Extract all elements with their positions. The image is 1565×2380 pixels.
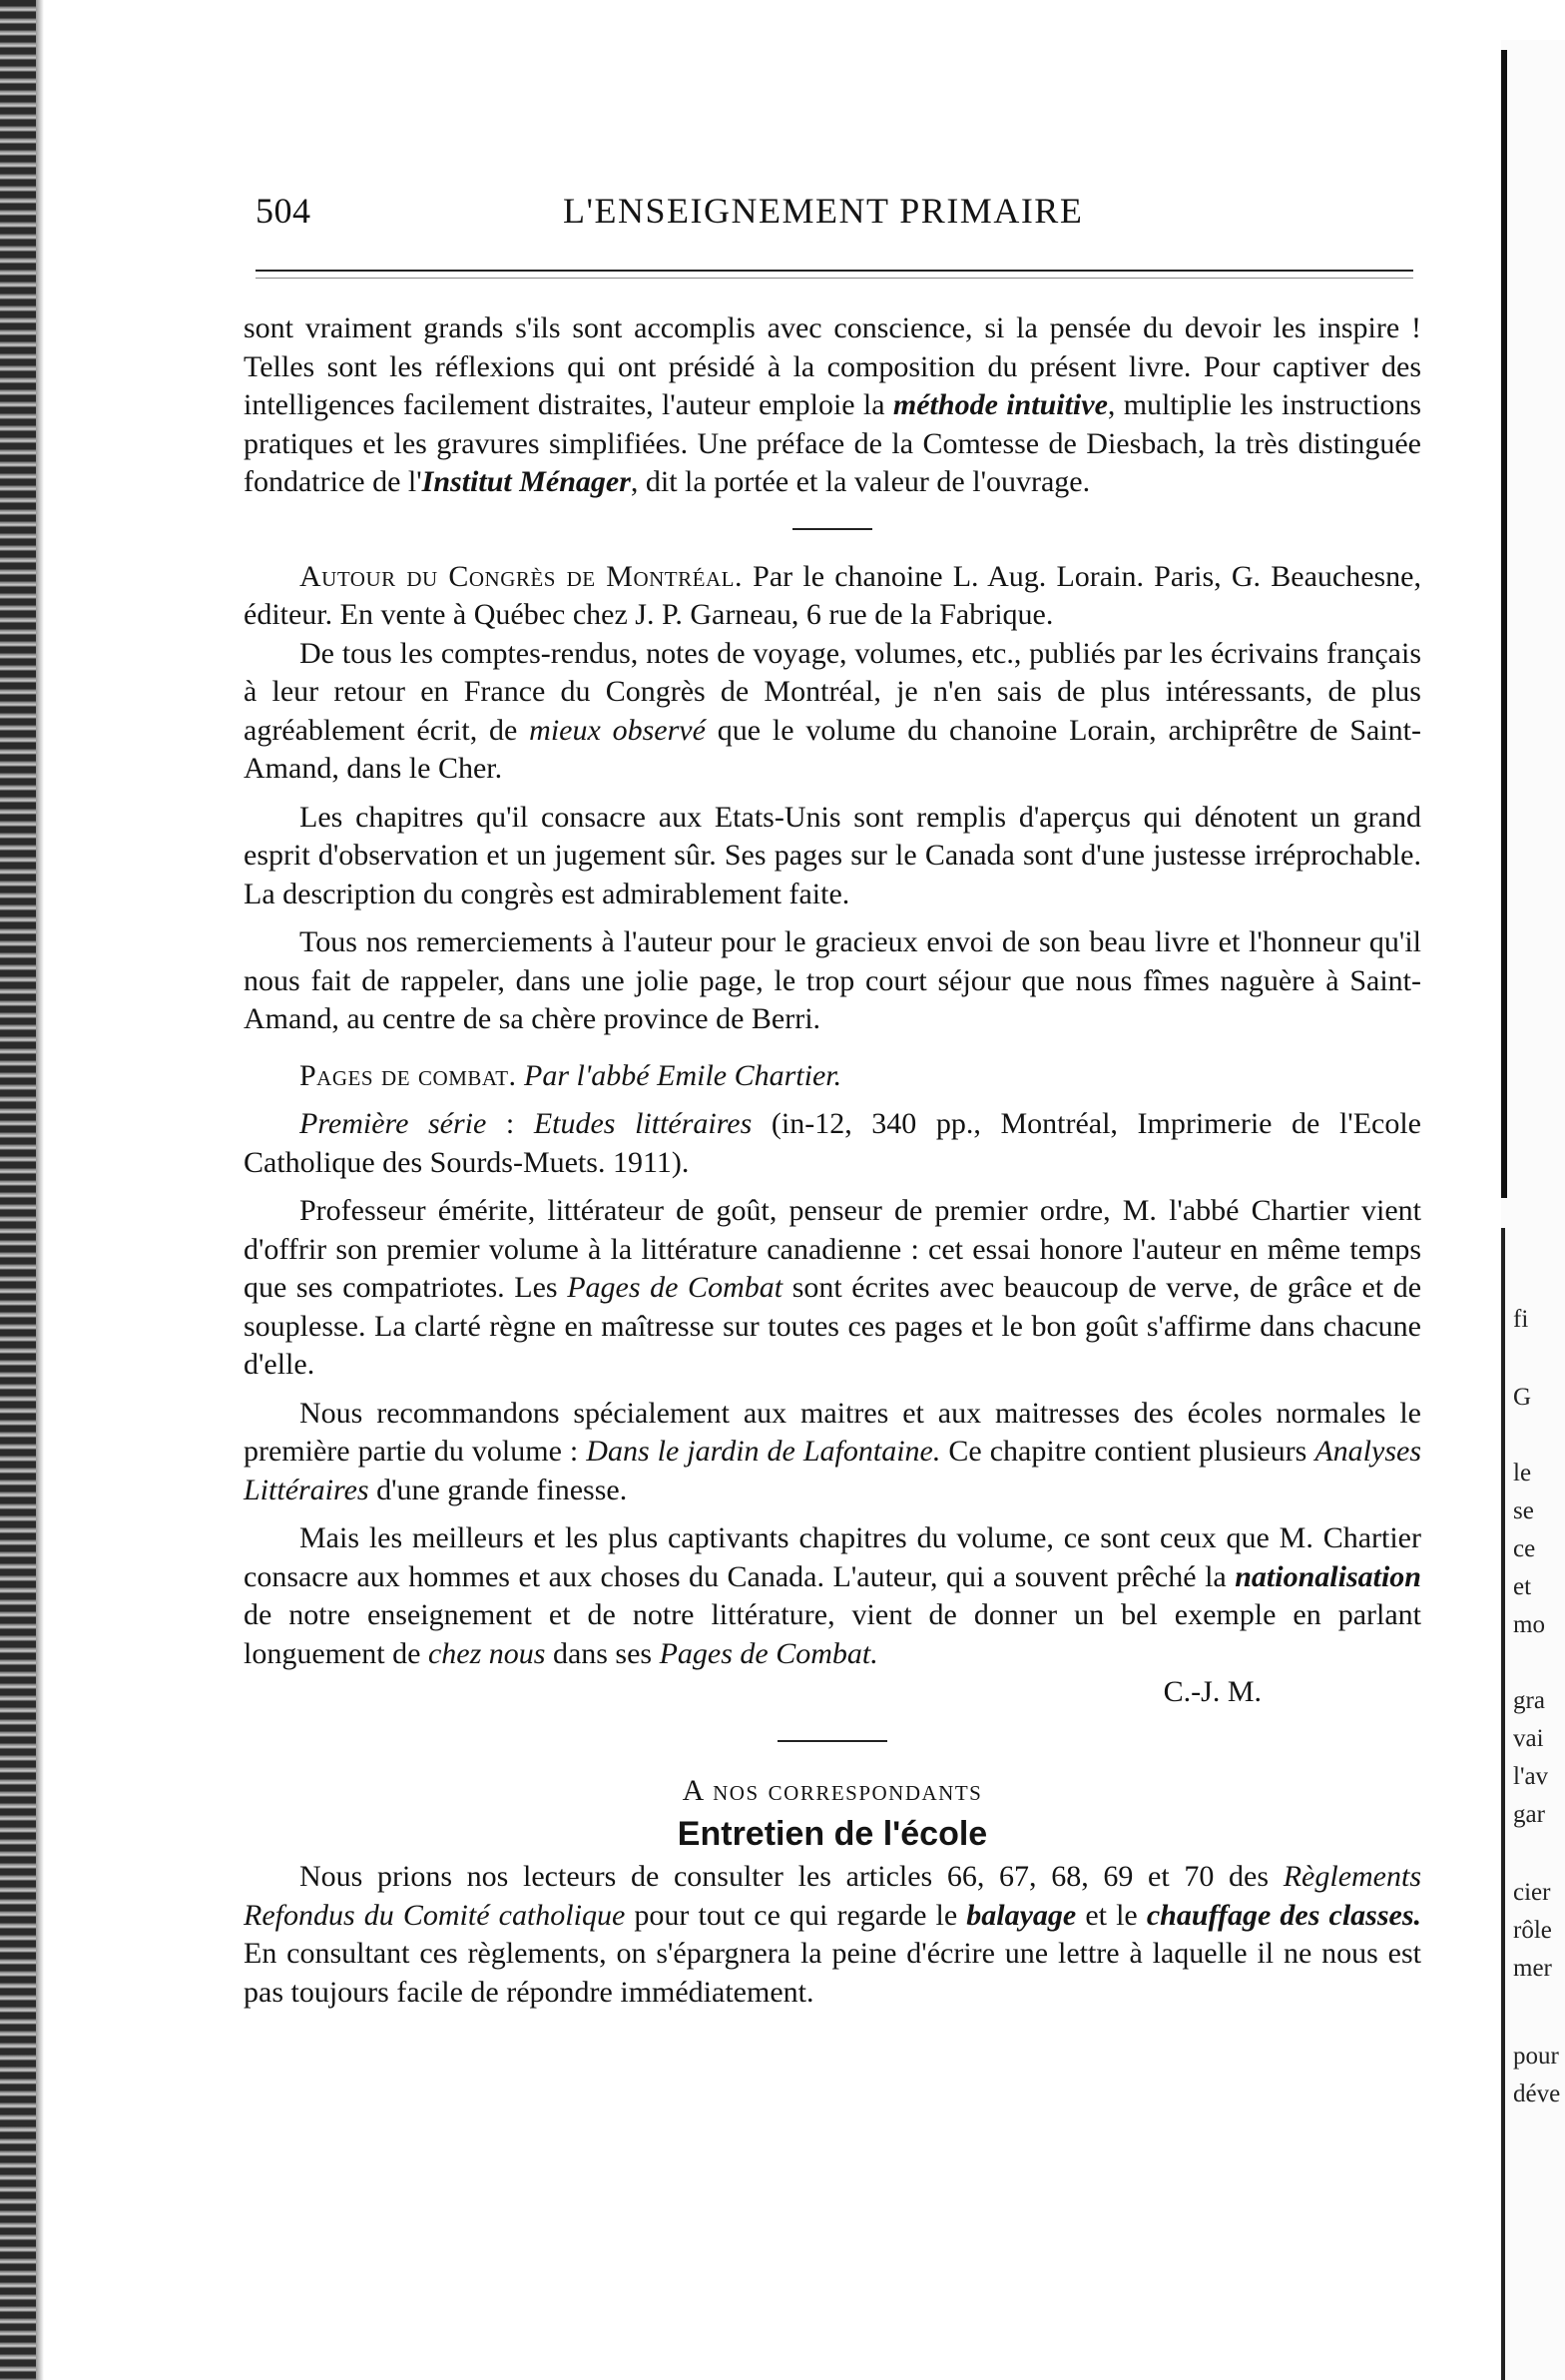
facing-page-border [1501, 50, 1507, 1198]
facing-page-fragment: se [1513, 1497, 1534, 1524]
intro-paragraph: sont vraiment grands s'ils sont accomplis avec conscience, si la pensée du devoir les inspire ! Telles sont les réflexions qui ont présidé à la composition du présent livre. Pour captiver des intelligences facilement distraites, l'auteur emploie la méthode intuitive, multiplie les instructions pratiques et les gravures simplifiées. Une préface de la Comtesse de Diesbach, la très distinguée fondatrice de l'Institut Ménager, dit la portée et la valeur de l'ouvrage. [244, 311, 1421, 498]
section-divider [792, 528, 872, 530]
page-number: 504 [256, 191, 311, 231]
header-rule [256, 270, 1413, 272]
facing-page-fragment: vai [1513, 1725, 1544, 1752]
facing-page-fragment: G [1513, 1384, 1532, 1411]
running-head [244, 190, 1425, 250]
facing-page-border-lower [1501, 1228, 1505, 2380]
facing-page-fragment: pour [1513, 2043, 1559, 2070]
facing-page-fragment: ce [1513, 1535, 1536, 1562]
notice-paragraph: Nous prions nos lecteurs de consulter les articles 66, 67, 68, 69 et 70 des Règlements Refondus du Comité catholique pour tout ce qui regarde le balayage et le chauffage des classes. En consultant ces règlements, on s'épargnera la peine d'écrire une lettre à laquelle il ne nous est pas toujours facile de répondre immédiatement. [244, 1860, 1421, 2009]
review-paragraph: De tous les comptes-rendus, notes de voyage, volumes, etc., publiés par les écrivains français à leur retour en France du Congrès de Montréal, je n'en sais de plus intéressants, de plus agréablement écrit, de mieux observé que le volume du chanoine Lorain, archiprêtre de Saint-Amand, dans le Cher. [244, 636, 1421, 785]
review-citation: Autour du Congrès de Montréal. Par le chanoine L. Aug. Lorain. Paris, G. Beauchesne, éditeur. En vente à Québec chez J. P. Garneau, 6 rue de la Fabrique. [244, 559, 1422, 631]
review-signature: C.-J. M. [1163, 1675, 1262, 1708]
scanned-binding-edge [0, 0, 40, 2380]
review-series: Première série : Etudes littéraires (in-12, 340 pp., Montréal, Imprimerie de l'Ecole Catholique des Sourds-Muets. 1911). [244, 1107, 1421, 1179]
facing-page-fragment: mo [1513, 1611, 1545, 1638]
review-title: Autour du Congrès de Montréal. [299, 559, 743, 593]
facing-page-fragment: fi [1513, 1306, 1529, 1333]
facing-page-fragment: cier [1513, 1879, 1551, 1906]
review-citation: Pages de combat. Par l'abbé Emile Chartier. [299, 1058, 842, 1092]
review-paragraph: Nous recommandons spécialement aux maitres et aux maitresses des écoles normales le première partie du volume : Dans le jardin de Lafontaine. Ce chapitre contient plusieurs Analyses Littéraires d'une grande finesse. [244, 1396, 1421, 1506]
facing-page-fragment: le [1513, 1460, 1532, 1487]
review-paragraph: Mais les meilleurs et les plus captivants chapitres du volume, ce sont ceux que M. Chartier consacre aux hommes et aux choses du Canada. L'auteur, qui a souvent prêché la nationalisation de notre enseignement et de notre littérature, vient de donner un bel exemple en parlant longuement de chez nous dans ses Pages de Combat. [244, 1521, 1421, 1670]
review-paragraph: Professeur émérite, littérateur de goût, penseur de premier ordre, M. l'abbé Chartier vient d'offrir son premier volume à la littérature canadienne : cet essai honore l'auteur en même temps que ses compatriotes. Les Pages de Combat sont écrites avec beaucoup de verve, de grâce et de souplesse. La clarté règne en maîtresse sur toutes ces pages et le bon goût s'affirme dans chacune d'elle. [244, 1194, 1422, 1381]
header-rule-thin [256, 278, 1413, 279]
facing-page-fragment: déve [1513, 2081, 1561, 2107]
journal-title: L'ENSEIGNEMENT PRIMAIRE [563, 191, 1084, 231]
article-body [244, 309, 1421, 2012]
notice-title: Entretien de l'école [677, 1815, 988, 1853]
facing-page-fragment: rôle [1513, 1917, 1552, 1944]
facing-page-fragment: mer [1513, 1955, 1552, 1982]
facing-page-fragment: gra [1513, 1687, 1545, 1714]
facing-page-fragment: et [1513, 1573, 1532, 1600]
review-paragraph: Les chapitres qu'il consacre aux Etats-Unis sont remplis d'aperçus qui dénotent un grand esprit d'observation et un jugement sûr. Ses pages sur le Canada sont d'une justesse irréprochable. La description du congrès est admirablement faite. [244, 800, 1421, 910]
section-divider [778, 1740, 887, 1742]
section-label: A nos correspondants [682, 1773, 983, 1807]
review-title: Pages de combat. [299, 1058, 517, 1092]
facing-page-fragment: gar [1513, 1801, 1545, 1828]
binding-shadow [36, 0, 44, 2380]
facing-page-fragment: l'av [1513, 1763, 1549, 1790]
review-paragraph: Tous nos remerciements à l'auteur pour le gracieux envoi de son beau livre et l'honneur qu'il nous fait de rappeler, dans une jolie page, le trop court séjour que nous fîmes naguère à Saint-Amand, au centre de sa chère province de Berri. [244, 925, 1421, 1035]
facing-page-strip [1501, 40, 1565, 2380]
